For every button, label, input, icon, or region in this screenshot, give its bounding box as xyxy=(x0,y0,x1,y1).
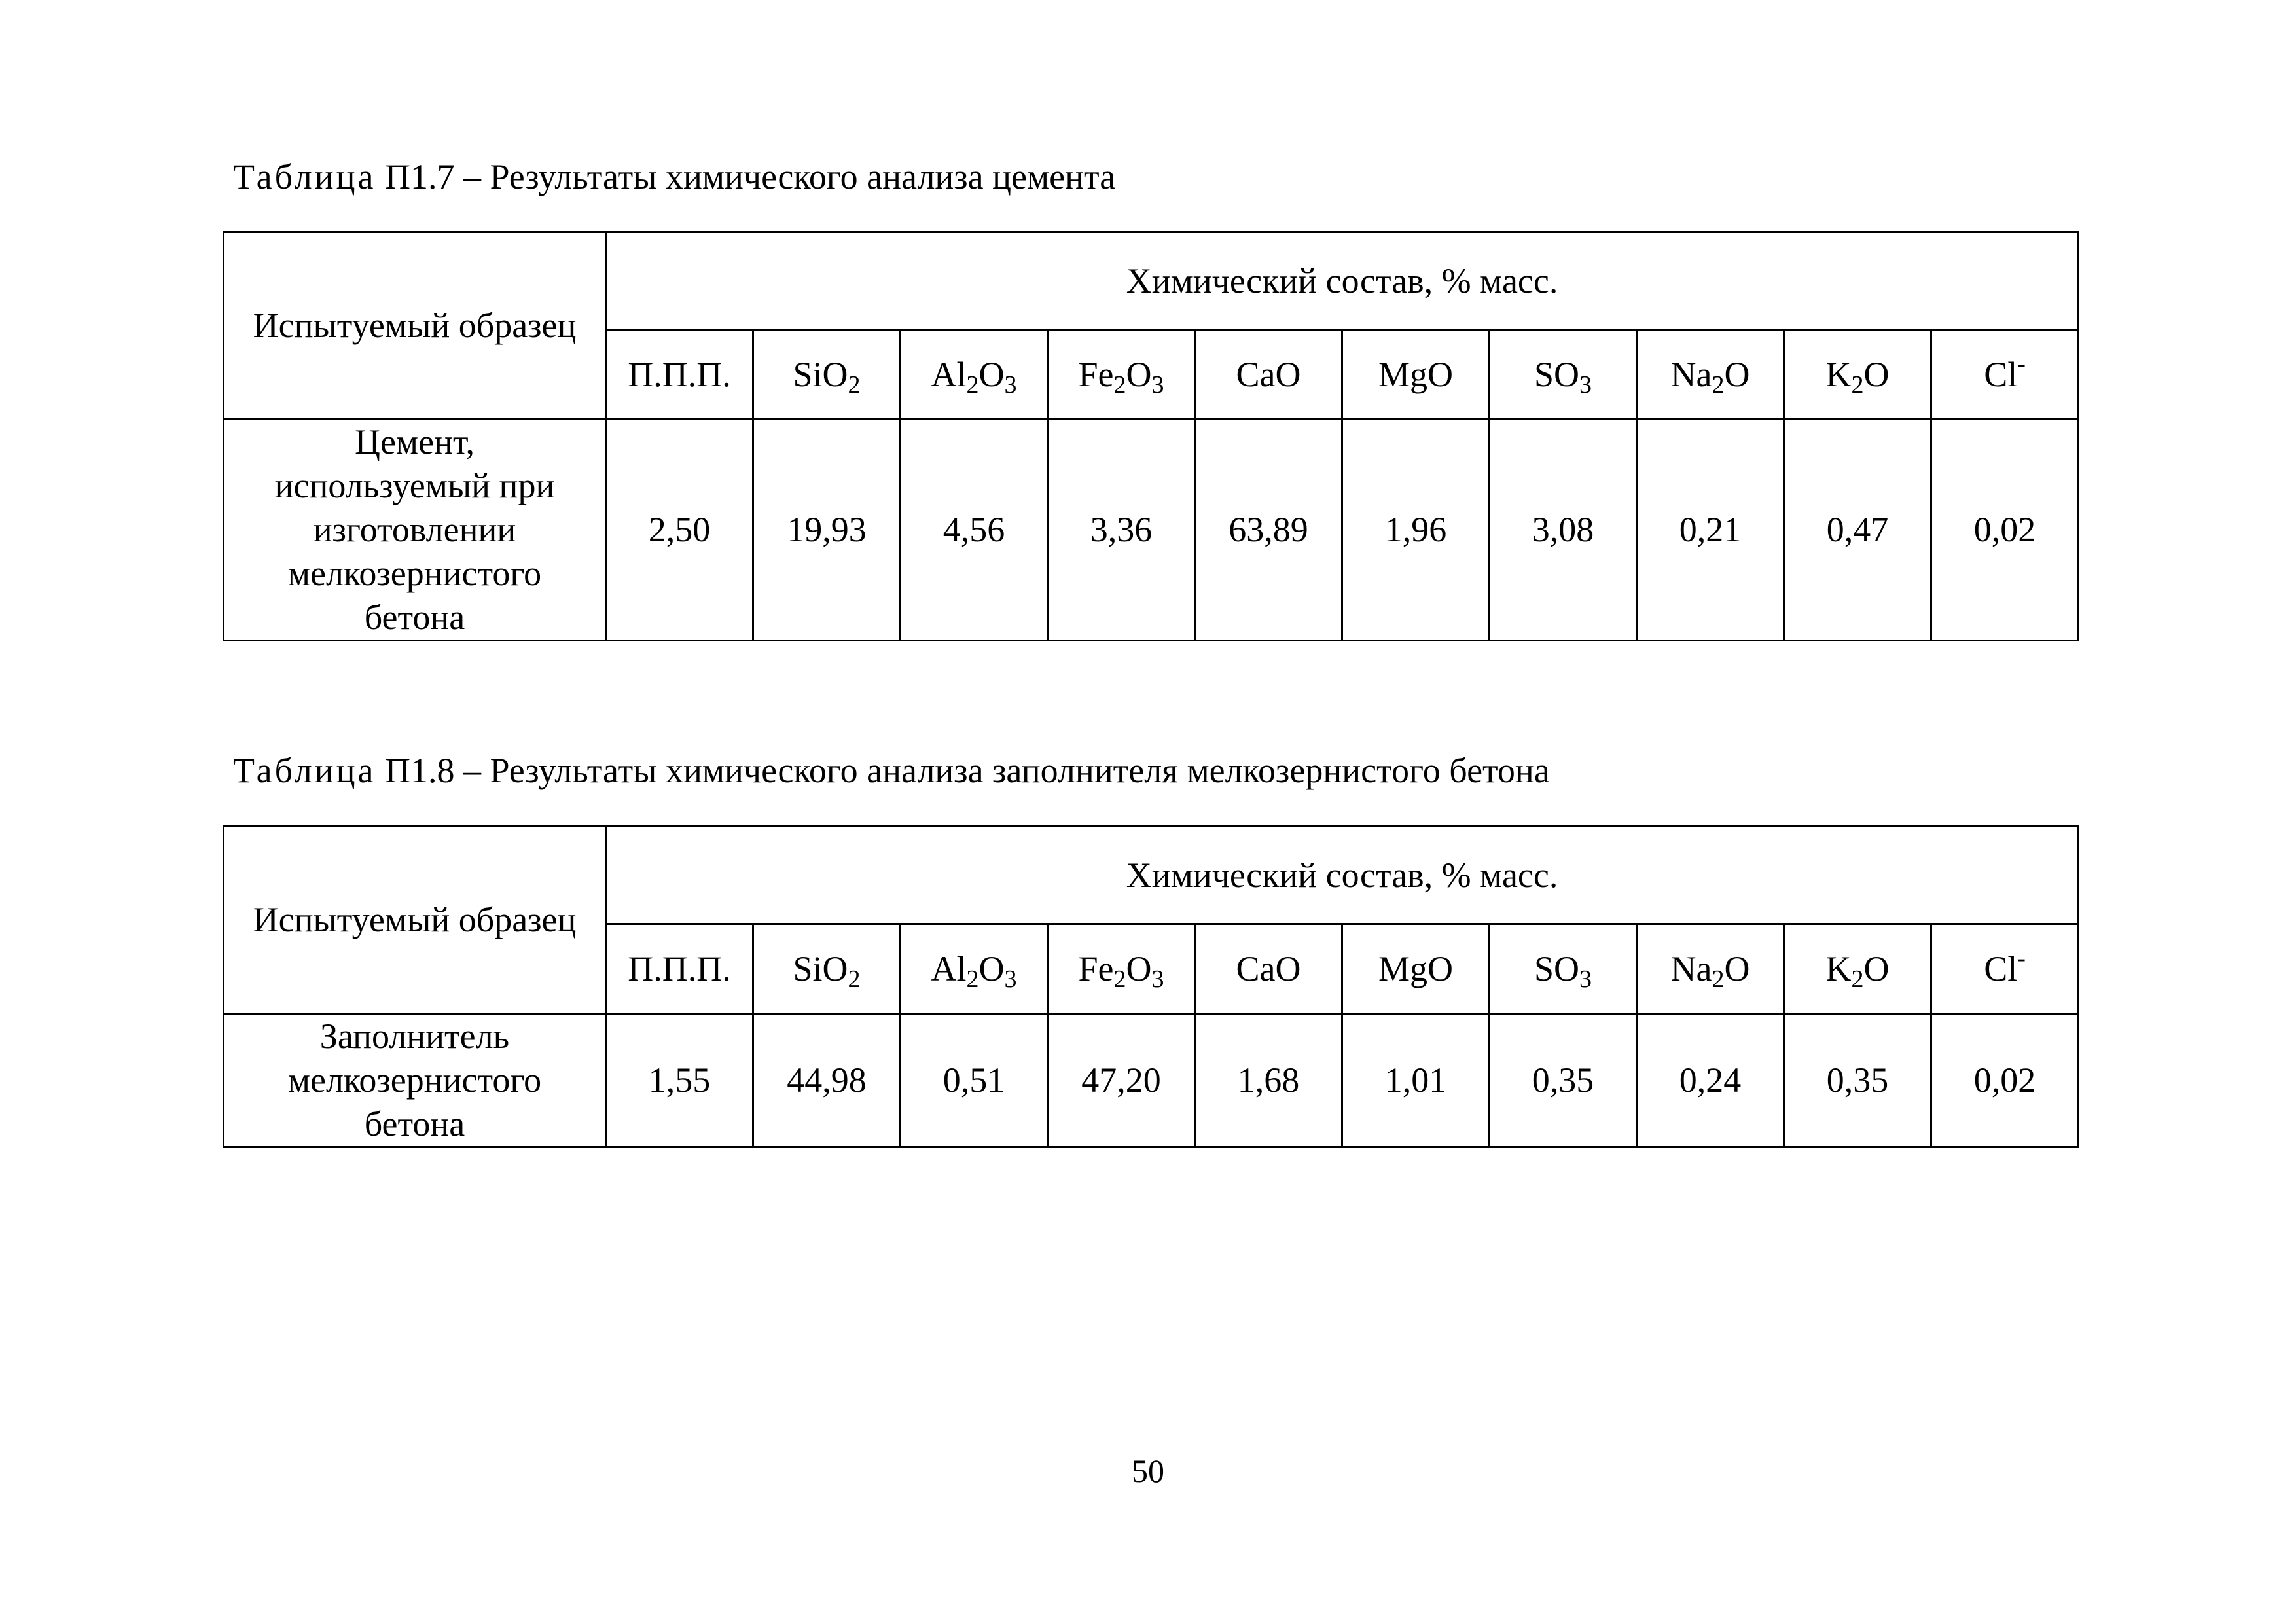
column-header: CaO xyxy=(1195,330,1342,420)
column-header: SiO$_2$ xyxy=(753,924,901,1014)
column-header: П.П.П. xyxy=(606,924,753,1014)
caption-label: Таблица xyxy=(233,157,376,196)
column-header: $Fe_2O_3$ xyxy=(1048,330,1195,420)
composition-header: Химический состав, % масс. xyxy=(606,827,2079,924)
column-header: CaO xyxy=(1195,924,1342,1014)
value-cell: 3,36 xyxy=(1048,420,1195,641)
caption-label: Таблица xyxy=(233,751,376,790)
column-header: MgO xyxy=(1342,330,1490,420)
column-header: П.П.П. xyxy=(606,330,753,420)
value-cell: 2,50 xyxy=(606,420,753,641)
column-header: $Na_2O$ xyxy=(1637,330,1784,420)
value-cell: 0,47 xyxy=(1784,420,1931,641)
value-cell: 0,02 xyxy=(1931,1014,2079,1147)
column-header: $K_2O$ xyxy=(1784,330,1931,420)
value-cell: 44,98 xyxy=(753,1014,901,1147)
column-header: $Al_2O_3$ xyxy=(901,924,1048,1014)
value-cell: 1,68 xyxy=(1195,1014,1342,1147)
value-cell: 3,08 xyxy=(1490,420,1637,641)
caption-text: П1.7 – Результаты химического анализа цемента xyxy=(376,157,1116,196)
value-cell: 1,96 xyxy=(1342,420,1490,641)
column-header: $SO_3$ xyxy=(1490,924,1637,1014)
value-cell: 1,55 xyxy=(606,1014,753,1147)
value-cell: 19,93 xyxy=(753,420,901,641)
column-header: $K_2O$ xyxy=(1784,924,1931,1014)
cement-chemical-analysis-table xyxy=(223,231,2079,641)
column-header: $SO_3$ xyxy=(1490,330,1637,420)
table-caption-p1-7 xyxy=(233,156,1115,198)
sample-name: Цемент, используемый при изготовлении мелкозернистого бетона xyxy=(224,420,606,641)
composition-header: Химический состав, % масс. xyxy=(606,232,2079,330)
table-row xyxy=(224,1014,2079,1147)
aggregate-chemical-analysis-table xyxy=(223,825,2079,1148)
table-caption-p1-8 xyxy=(233,749,1550,791)
sample-header: Испытуемый образец xyxy=(224,232,606,420)
value-cell: 4,56 xyxy=(901,420,1048,641)
column-header: Cl- xyxy=(1931,924,2079,1014)
sample-name: Заполнитель мелкозернистого бетона xyxy=(224,1014,606,1147)
column-header: SiO$_2$ xyxy=(753,330,901,420)
value-cell: 0,02 xyxy=(1931,420,2079,641)
value-cell: 0,35 xyxy=(1784,1014,1931,1147)
sample-header: Испытуемый образец xyxy=(224,827,606,1014)
value-cell: 0,35 xyxy=(1490,1014,1637,1147)
value-cell: 0,21 xyxy=(1637,420,1784,641)
value-cell: 1,01 xyxy=(1342,1014,1490,1147)
column-header: MgO xyxy=(1342,924,1490,1014)
column-header: $Al_2O_3$ xyxy=(901,330,1048,420)
column-header: $Fe_2O_3$ xyxy=(1048,924,1195,1014)
caption-text: П1.8 – Результаты химического анализа заполнителя мелкозернистого бетона xyxy=(376,751,1550,790)
page-number: 50 xyxy=(1132,1453,1164,1489)
table-row xyxy=(224,420,2079,641)
value-cell: 63,89 xyxy=(1195,420,1342,641)
value-cell: 0,51 xyxy=(901,1014,1048,1147)
column-header: Cl- xyxy=(1931,330,2079,420)
value-cell: 0,24 xyxy=(1637,1014,1784,1147)
value-cell: 47,20 xyxy=(1048,1014,1195,1147)
column-header: $Na_2O$ xyxy=(1637,924,1784,1014)
